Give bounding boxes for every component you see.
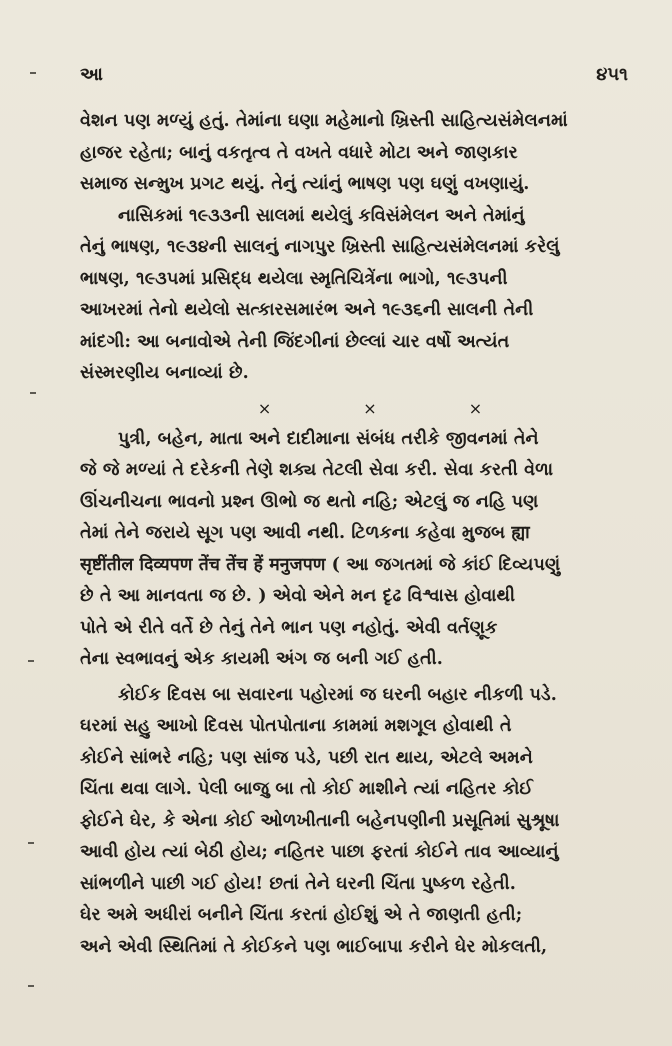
text-line: છે તે આ માનવતા જ છે. ) એવો એને મન દૃઢ વિશ્વાસ હોવાથી [80, 586, 516, 606]
section-separator [80, 394, 640, 424]
margin-mark [28, 842, 34, 844]
text-line: તેના સ્વભાવનું એક કાયમી અંગ જ બની ગઈ હતી. [80, 649, 443, 669]
page-header [80, 64, 628, 85]
paragraph [80, 424, 640, 676]
text-line: સંસ્મરણીય બનાવ્યાં છે. [80, 363, 249, 383]
text-line: હાજર રહેતા; બાનું વકતૃત્વ તે વખતે વધારે મોટા અને જાણકાર [80, 142, 518, 163]
paragraph [80, 680, 640, 964]
text-line: પુત્રી, બહેન, માતા અને દાદીમાના સંબંધ તરીકે જીવનમાં તેને [118, 428, 539, 449]
margin-mark [28, 660, 34, 662]
text-line: વેશન પણ મળ્યું હતું. તેમાંના ઘણા મહેમાનો ખ્રિસ્તી સાહિત્યસંમેલનમાં [80, 111, 568, 131]
text-line: ઘરમાં સહુ આખો દિવસ પોતપોતાના કામમાં મશગૂલ હોવાથી તે [80, 716, 512, 736]
separator-mark: × [363, 398, 377, 418]
text-line: તેમાં તેને જરાયે સૂગ પણ આવી નથી. ટિળકના કહેવા મુજબ ह्या [80, 523, 530, 543]
text-line: ભાષણ, ૧૯૩૫માં પ્રસિદ્ધ થયેલા સ્મૃતિચિત્રેંના ભાગો, ૧૯૩૫ની [80, 268, 508, 289]
paragraph [80, 106, 640, 201]
text-line: અને એવી સ્થિતિમાં તે કોઈકને પણ ભાઈબાપા કરીને ઘેર મોકલતી, [80, 936, 548, 957]
text-line: કોઈક દિવસ બા સવારના પહોરમાં જ ઘરની બહાર નીકળી પડે. [118, 684, 557, 705]
margin-mark [30, 392, 36, 394]
separator-mark: × [468, 398, 483, 418]
body-text [80, 106, 640, 963]
page-number: ૪૫૧ [596, 64, 628, 85]
paragraph [80, 201, 640, 390]
text-line: ચિંતા થવા લાગે. પેલી બાજુ બા તો કોઈ માશીને ત્યાં નહિતર કોઈ [80, 779, 534, 799]
text-line: ઘેર અમે અધીરાં બનીને ચિંતા કરતાં હોઈશું એ તે જાણતી હતી; [80, 905, 523, 925]
separator-mark: × [257, 398, 272, 418]
text-line: સમાજ સન્મુખ પ્રગટ થયું. તેનું ત્યાંનું ભાષણ પણ ઘણું વખણાયું. [80, 174, 530, 194]
text-line: ઊંચનીચના ભાવનો પ્રશ્ન ઊભો જ થતો નહિ; એટલું જ નહિ પણ [80, 491, 539, 512]
running-head: આ [80, 64, 103, 85]
text-line: માંદગી: આ બનાવોએ તેની જિંદગીનાં છેલ્લાં ચાર વર્ષો અત્યંત [80, 331, 510, 352]
text-line: ફોઈને ઘેર, કે એના કોઈ ઓળખીતાની બહેનપણીની પ્રસૂતિમાં સુશ્રૂષા [80, 810, 560, 831]
text-line: सृष्टींतील दिव्यपण तेंच तेंच हें मनुजपण ( આ જગતમાં જે કાંઈ દિવ્યપણું [80, 554, 561, 575]
text-line: જે જે મળ્યાં તે દરેકની તેણે શક્ય તેટલી સેવા કરી. સેવા કરતી વેળા [80, 460, 554, 480]
text-line: તેનું ભાષણ, ૧૯૩૪ની સાલનું નાગપુર ખ્રિસ્તી સાહિત્યસંમેલનમાં કરેલું [80, 237, 560, 257]
text-line: આખરમાં તેનો થયેલો સત્કારસમારંભ અને ૧૯૩૬ની સાલની તેની [80, 300, 534, 320]
text-line: નાસિકમાં ૧૯૩૩ની સાલમાં થયેલું કવિસંમેલન અને તેમાંનું [118, 205, 525, 226]
margin-mark [30, 72, 36, 74]
text-line: કોઈને સાંભરે નહિ; પણ સાંજ પડે, પછી રાત થાય, એટલે અમને [80, 747, 533, 768]
margin-mark [28, 985, 34, 987]
text-line: સાંભળીને પાછી ગઈ હોય! છતાં તેને ઘરની ચિંતા પુષ્કળ રહેતી. [80, 873, 516, 894]
text-line: આવી હોય ત્યાં બેઠી હોય; નહિતર પાછા ફરતાં કોઈને તાવ આવ્યાનું [80, 842, 559, 862]
text-line: પોતે એ રીતે વર્તે છે તેનું તેને ભાન પણ નહોતું. એવી વર્તણૂક [80, 617, 498, 638]
